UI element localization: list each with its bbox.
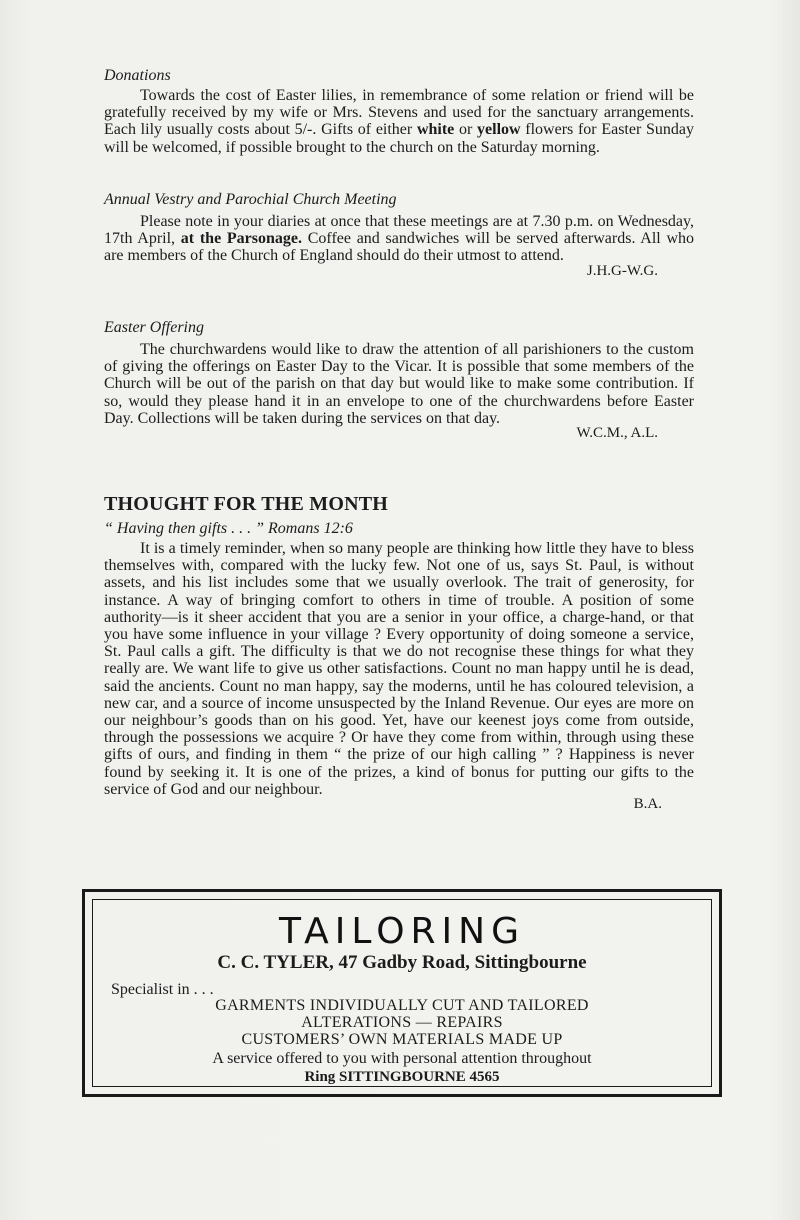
donations-body: [104, 87, 694, 156]
thought-body: It is a timely reminder, when so many people are thinking how little they have to bless themselves with, compared with the lucky few. Not one of us, says St. Paul, is without assets, and his list includes some that we usually overlook. The trait of generosity, for instance. A way of bringing comfort to others in time of trouble. A position of some authority—is it sheer accident that you are a senior in your office, a charge-hand, or that you have some influence in your village ? Every opportunity of doing someone a service, St. Paul calls a gift. The difficulty is that we do not recognise these things for what they really are. We want life to give us other satisfactions. Count no man happy until he is dead, said the ancients. Count no man happy, say the moderns, until he has coloured television, a new car, and a source of income unsuspected by the Inland Revenue. Our eyes are more on our neighbour’s goods than on his good. Yet, have our keenest joys come from outside, through the possessions we acquire ? Or have they come from within, through using these gifts of ours, and finding in them “ the prize of our high calling ” ? Happiness is never found by seeking it. It is one of the prizes, a kind of bonus for putting our gifts to the service of God and our neighbour.: [104, 540, 694, 798]
donations-or: or: [454, 121, 478, 139]
vestry-signature: J.H.G-W.G.: [586, 262, 658, 279]
offering-signature: W.C.M., A.L.: [576, 425, 658, 442]
advert-line-1: GARMENTS INDIVIDUALLY CUT AND TAILORED: [215, 997, 589, 1014]
vestry-text-2: Coffee and sandwiches will be served afterwards. All who are members of the Church of England should do their utmost to attend.: [104, 230, 695, 265]
donations-yellow: yellow: [477, 121, 521, 139]
advert-line-2: ALTERATIONS — REPAIRS: [301, 1014, 503, 1031]
advert-phone: Ring SITTINGBOURNE 4565: [304, 1069, 500, 1085]
advert-title: TAILORING: [278, 911, 525, 952]
thought-signature: B.A.: [633, 796, 662, 813]
offering-section: [104, 318, 694, 442]
vestry-section: [104, 190, 694, 280]
thought-section: [104, 493, 694, 813]
advert-line-3: CUSTOMERS’ OWN MATERIALS MADE UP: [241, 1031, 563, 1048]
advert-inner-border: [92, 899, 712, 1087]
vestry-text-1: Please note in your diaries at once that these meetings are at 7.30 p.m. on Wednesday, 17th April,: [104, 213, 694, 248]
advert-business: C. C. TYLER, 47 Gadby Road, Sittingbourne: [217, 952, 587, 973]
vestry-heading: Annual Vestry and Parochial Church Meeting: [104, 191, 397, 208]
thought-title: THOUGHT FOR THE MONTH: [104, 493, 389, 515]
donations-heading: Donations: [104, 67, 171, 84]
advert-specialist: Specialist in . . .: [111, 981, 214, 998]
advert-line-4: A service offered to you with personal attention throughout: [212, 1050, 592, 1067]
donations-text-1: Towards the cost of Easter lilies, in remembrance of some relation or friend will be gratefully received by my wife or Mrs. Stevens and used for the sanctuary arrangements. Each lily usually costs about 5/-. Gifts of either: [104, 87, 694, 139]
donations-text-2: flowers for Easter Sunday will be welcomed, if possible brought to the church on the Saturday morning.: [104, 121, 695, 156]
donations-section: [104, 66, 694, 156]
donations-white: white: [416, 121, 455, 139]
thought-quote: “ Having then gifts . . . ” Romans 12:6: [104, 520, 353, 537]
offering-body: The churchwardens would like to draw the attention of all parishioners to the custom of giving the offerings on Easter Day to the Vicar. It is possible that some members of the Church will be out of the parish on that day but would like to make some contribution. If so, would they please hand it in an envelope to one of the churchwardens before Easter Day. Collections will be taken during the services on that day.: [104, 341, 694, 427]
vestry-bold: at the Parsonage.: [180, 230, 303, 248]
offering-heading: Easter Offering: [104, 319, 204, 336]
tailoring-advert: [82, 889, 722, 1097]
vestry-body: [104, 213, 694, 265]
